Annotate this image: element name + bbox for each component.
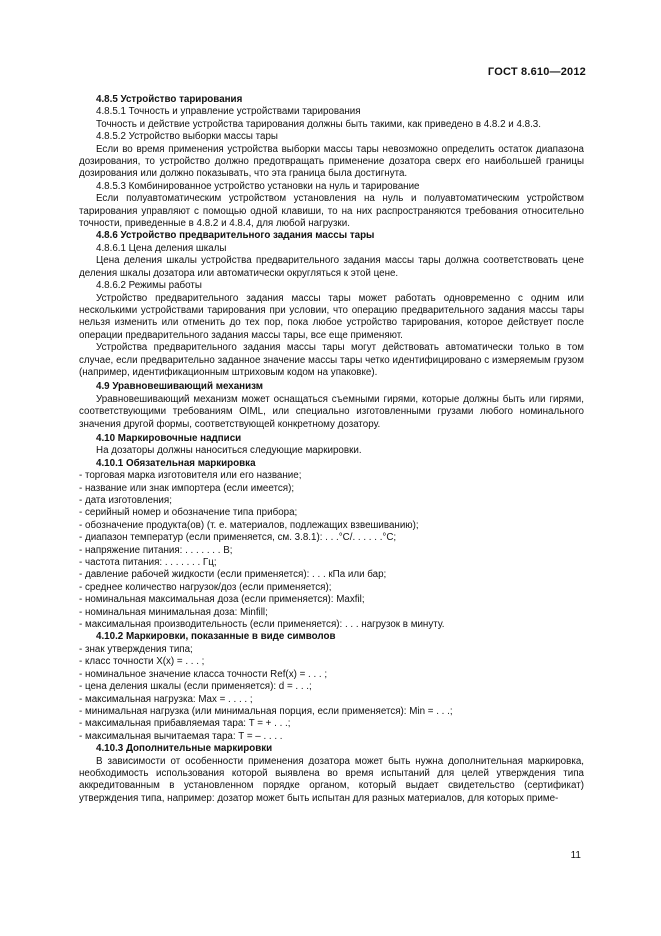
list-item: - дата изготовления;	[79, 495, 172, 506]
list-item: - название или знак импортера (если имеется);	[79, 482, 295, 494]
subsection-heading: 4.8.6.1 Цена деления шкалы	[96, 242, 227, 254]
page-number: 11	[570, 850, 581, 861]
section-heading: 4.10 Маркировочные надписи	[96, 432, 242, 444]
paragraph: Устройства предварительного задания массы тары могут действовать автоматически только в том случае, если предварительно заданное значение массы тары четко идентифицировано с измеряемым грузом (например, идентификационным штриховым кодом на упаковке).	[79, 342, 584, 378]
section-heading: 4.8.6 Устройство предварительного задания массы тары	[96, 230, 375, 242]
list-item: - минимальная нагрузка (или минимальная порция, если применяется): Min = . . .;	[79, 705, 453, 717]
list-item: - максимальная прибавляемая тара: T = + . . .;	[79, 718, 291, 730]
list-item: - серийный номер и обозначение типа прибора;	[79, 507, 298, 519]
section-heading: 4.10.3 Дополнительные маркировки	[96, 743, 273, 755]
paragraph: Если во время применения устройства выборки массы тары невозможно определить остаток диапазона дозирования, то устройство должно предотвращать применение дозатора сверх его наибольшей границы дозирования или должно показывать, что эта граница была достигнута.	[79, 143, 584, 180]
page-content	[79, 94, 584, 805]
section-heading: 4.10.1 Обязательная маркировка	[96, 457, 256, 469]
paragraph: Устройство предварительного задания массы тары может работать одновременно с одним или несколькими устройствами тарирования при условии, что операцию предварительного задания массы тары нельзя изменить или отменить до тех пор, пока любое устройство тарирования, которое действует после операции предварительного задания массы тары, все еще применяют.	[79, 292, 584, 341]
paragraph: Точность и действие устройства тарирования должны быть такими, как приведено в 4.8.2 и 4.8.3.	[96, 118, 541, 130]
list-item: - частота питания: . . . . . . . Гц;	[79, 557, 217, 569]
standard-header: ГОСТ 8.610—2012	[487, 66, 586, 78]
paragraph: Уравновешивающий механизм может оснащаться съемными гирями, которые должны быть или гирями, соответствующими требованиям OIML, или специально изготовленными грузами любого номинального значения другой формы, соответствующей конкретному дозатору.	[79, 393, 584, 430]
list-item: - максимальная производительность (если применяется): . . . нагрузок в минуту.	[79, 619, 445, 631]
section-heading: 4.10.2 Маркировки, показанные в виде символов	[96, 631, 336, 643]
list-item: - номинальная максимальная доза (если применяется): Maxfil;	[79, 594, 365, 606]
list-item: - номинальная минимальная доза: Minfill;	[79, 606, 268, 618]
paragraph: Если полуавтоматическим устройством установления на нуль и полуавтоматическим устройством тарирования управляют с помощью одной клавиши, то на них распространяются требования относительно точности, приведенные в 4.8.2 и 4.8.4, для любой нагрузки.	[79, 193, 584, 230]
paragraph: На дозаторы должны наноситься следующие маркировки.	[96, 445, 362, 457]
list-item: - диапазон температур (если применяется, см. 3.8.1): . . .°С/. . . . . .°С;	[79, 532, 397, 544]
list-item: - максимальная вычитаемая тара: T = – . . . .	[79, 730, 283, 742]
list-item: - среднее количество нагрузок/доз (если применяется);	[79, 581, 332, 593]
subsection-heading: 4.8.6.2 Режимы работы	[96, 280, 202, 292]
list-item: - обозначение продукта(ов) (т. е. материалов, подлежащих взвешиванию);	[79, 519, 419, 531]
list-item: - цена деления шкалы (если применяется): d = . . .;	[79, 681, 312, 693]
subsection-heading: 4.8.5.1 Точность и управление устройствами тарирования	[96, 106, 361, 118]
list-item: - знак утверждения типа;	[79, 643, 193, 655]
list-item: - номинальное значение класса точности Ref(x) = . . . ;	[79, 668, 328, 680]
paragraph: Цена деления шкалы устройства предварительного задания массы тары должна соответствовать цене деления шкалы дозатора или автоматически округляться к этой цене.	[79, 255, 584, 279]
list-item: - напряжение питания: . . . . . . . В;	[79, 544, 233, 556]
section-heading: 4.8.5 Устройство тарирования	[96, 94, 243, 105]
subsection-heading: 4.8.5.2 Устройство выборки массы тары	[96, 131, 278, 143]
list-item: - давление рабочей жидкости (если применяется): . . . кПа или бар;	[79, 569, 387, 581]
subsection-heading: 4.8.5.3 Комбинированное устройство установки на нуль и тарирование	[96, 180, 420, 192]
list-item: - класс точности X(x) = . . . ;	[79, 656, 205, 668]
list-item: - торговая марка изготовителя или его название;	[79, 470, 302, 482]
section-heading: 4.9 Уравновешивающий механизм	[96, 381, 263, 393]
list-item: - максимальная нагрузка: Max = . . . . ;	[79, 693, 253, 705]
paragraph: В зависимости от особенности применения дозатора может быть нужна дополнительная маркировка, необходимость использования которой выявлена во время испытаний для целей утверждения типа аккредитованным в установленном порядке органом, который выдает свидетельство (сертификат) утверждения типа, например: дозатор может быть испытан для разных материалов, для которых приме-	[79, 755, 584, 804]
